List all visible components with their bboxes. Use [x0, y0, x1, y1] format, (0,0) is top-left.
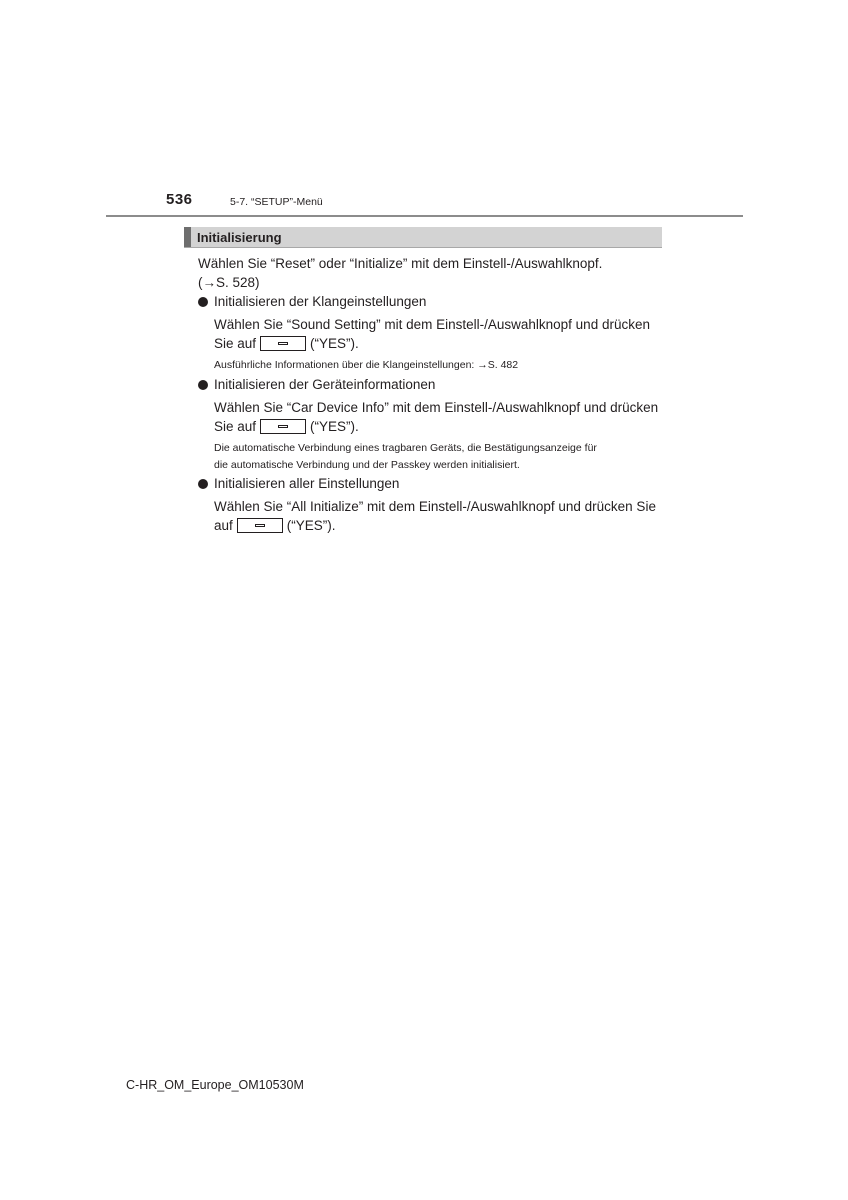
chapter-title: 5-7. “SETUP”-Menü	[230, 196, 323, 208]
item-device-line-2	[214, 417, 359, 436]
item-heading-sound: Initialisieren der Klangeinstellungen	[214, 294, 427, 309]
section-accent	[184, 227, 191, 247]
yes-button-icon	[260, 336, 306, 351]
item-sound-line-2-prefix: Sie auf	[214, 336, 257, 351]
header-divider	[106, 215, 743, 217]
yes-button-icon	[237, 518, 283, 533]
intro-line-2: (→S. 528)	[198, 275, 260, 290]
item-device-line-2-suffix: (“YES”).	[310, 419, 359, 434]
yes-button-icon	[260, 419, 306, 434]
item-device-line-2-prefix: Sie auf	[214, 419, 257, 434]
item-heading-all: Initialisieren aller Einstellungen	[214, 476, 400, 491]
item-sound-line-2-suffix: (“YES”).	[310, 336, 359, 351]
item-all-line-2	[214, 516, 336, 535]
item-heading-device: Initialisieren der Geräteinformationen	[214, 377, 436, 392]
section-heading-bar	[184, 227, 662, 248]
item-device-line-1: Wählen Sie “Car Device Info” mit dem Einstell-/Auswahlknopf und drücken	[214, 400, 659, 415]
button-symbol-icon	[278, 342, 288, 345]
bullet-icon	[198, 380, 208, 390]
bullet-icon	[198, 297, 208, 307]
item-device-note-1: Die automatische Verbindung eines tragbaren Geräts, die Bestätigungsanzeige für	[214, 442, 597, 454]
document-code: C-HR_OM_Europe_OM10530M	[126, 1078, 304, 1092]
item-sound-line-2	[214, 334, 359, 353]
item-device-note-2: die automatische Verbindung und der Passkey werden initialisiert.	[214, 459, 520, 471]
item-sound-note: Ausführliche Informationen über die Klangeinstellungen: →S. 482	[214, 359, 519, 371]
bullet-icon	[198, 479, 208, 489]
item-sound-line-1: Wählen Sie “Sound Setting” mit dem Einstell-/Auswahlknopf und drücken	[214, 317, 650, 332]
button-symbol-icon	[255, 524, 265, 527]
button-symbol-icon	[278, 425, 288, 428]
item-all-line-2-suffix: (“YES”).	[286, 518, 336, 533]
section-title: Initialisierung	[197, 230, 282, 245]
item-all-line-2-prefix: auf	[214, 518, 233, 533]
intro-line-1: Wählen Sie “Reset” oder “Initialize” mit dem Einstell-/Auswahlknopf.	[198, 256, 603, 271]
page-number: 536	[166, 191, 193, 208]
item-all-line-1: Wählen Sie “All Initialize” mit dem Einstell-/Auswahlknopf und drücken Sie	[214, 499, 656, 514]
